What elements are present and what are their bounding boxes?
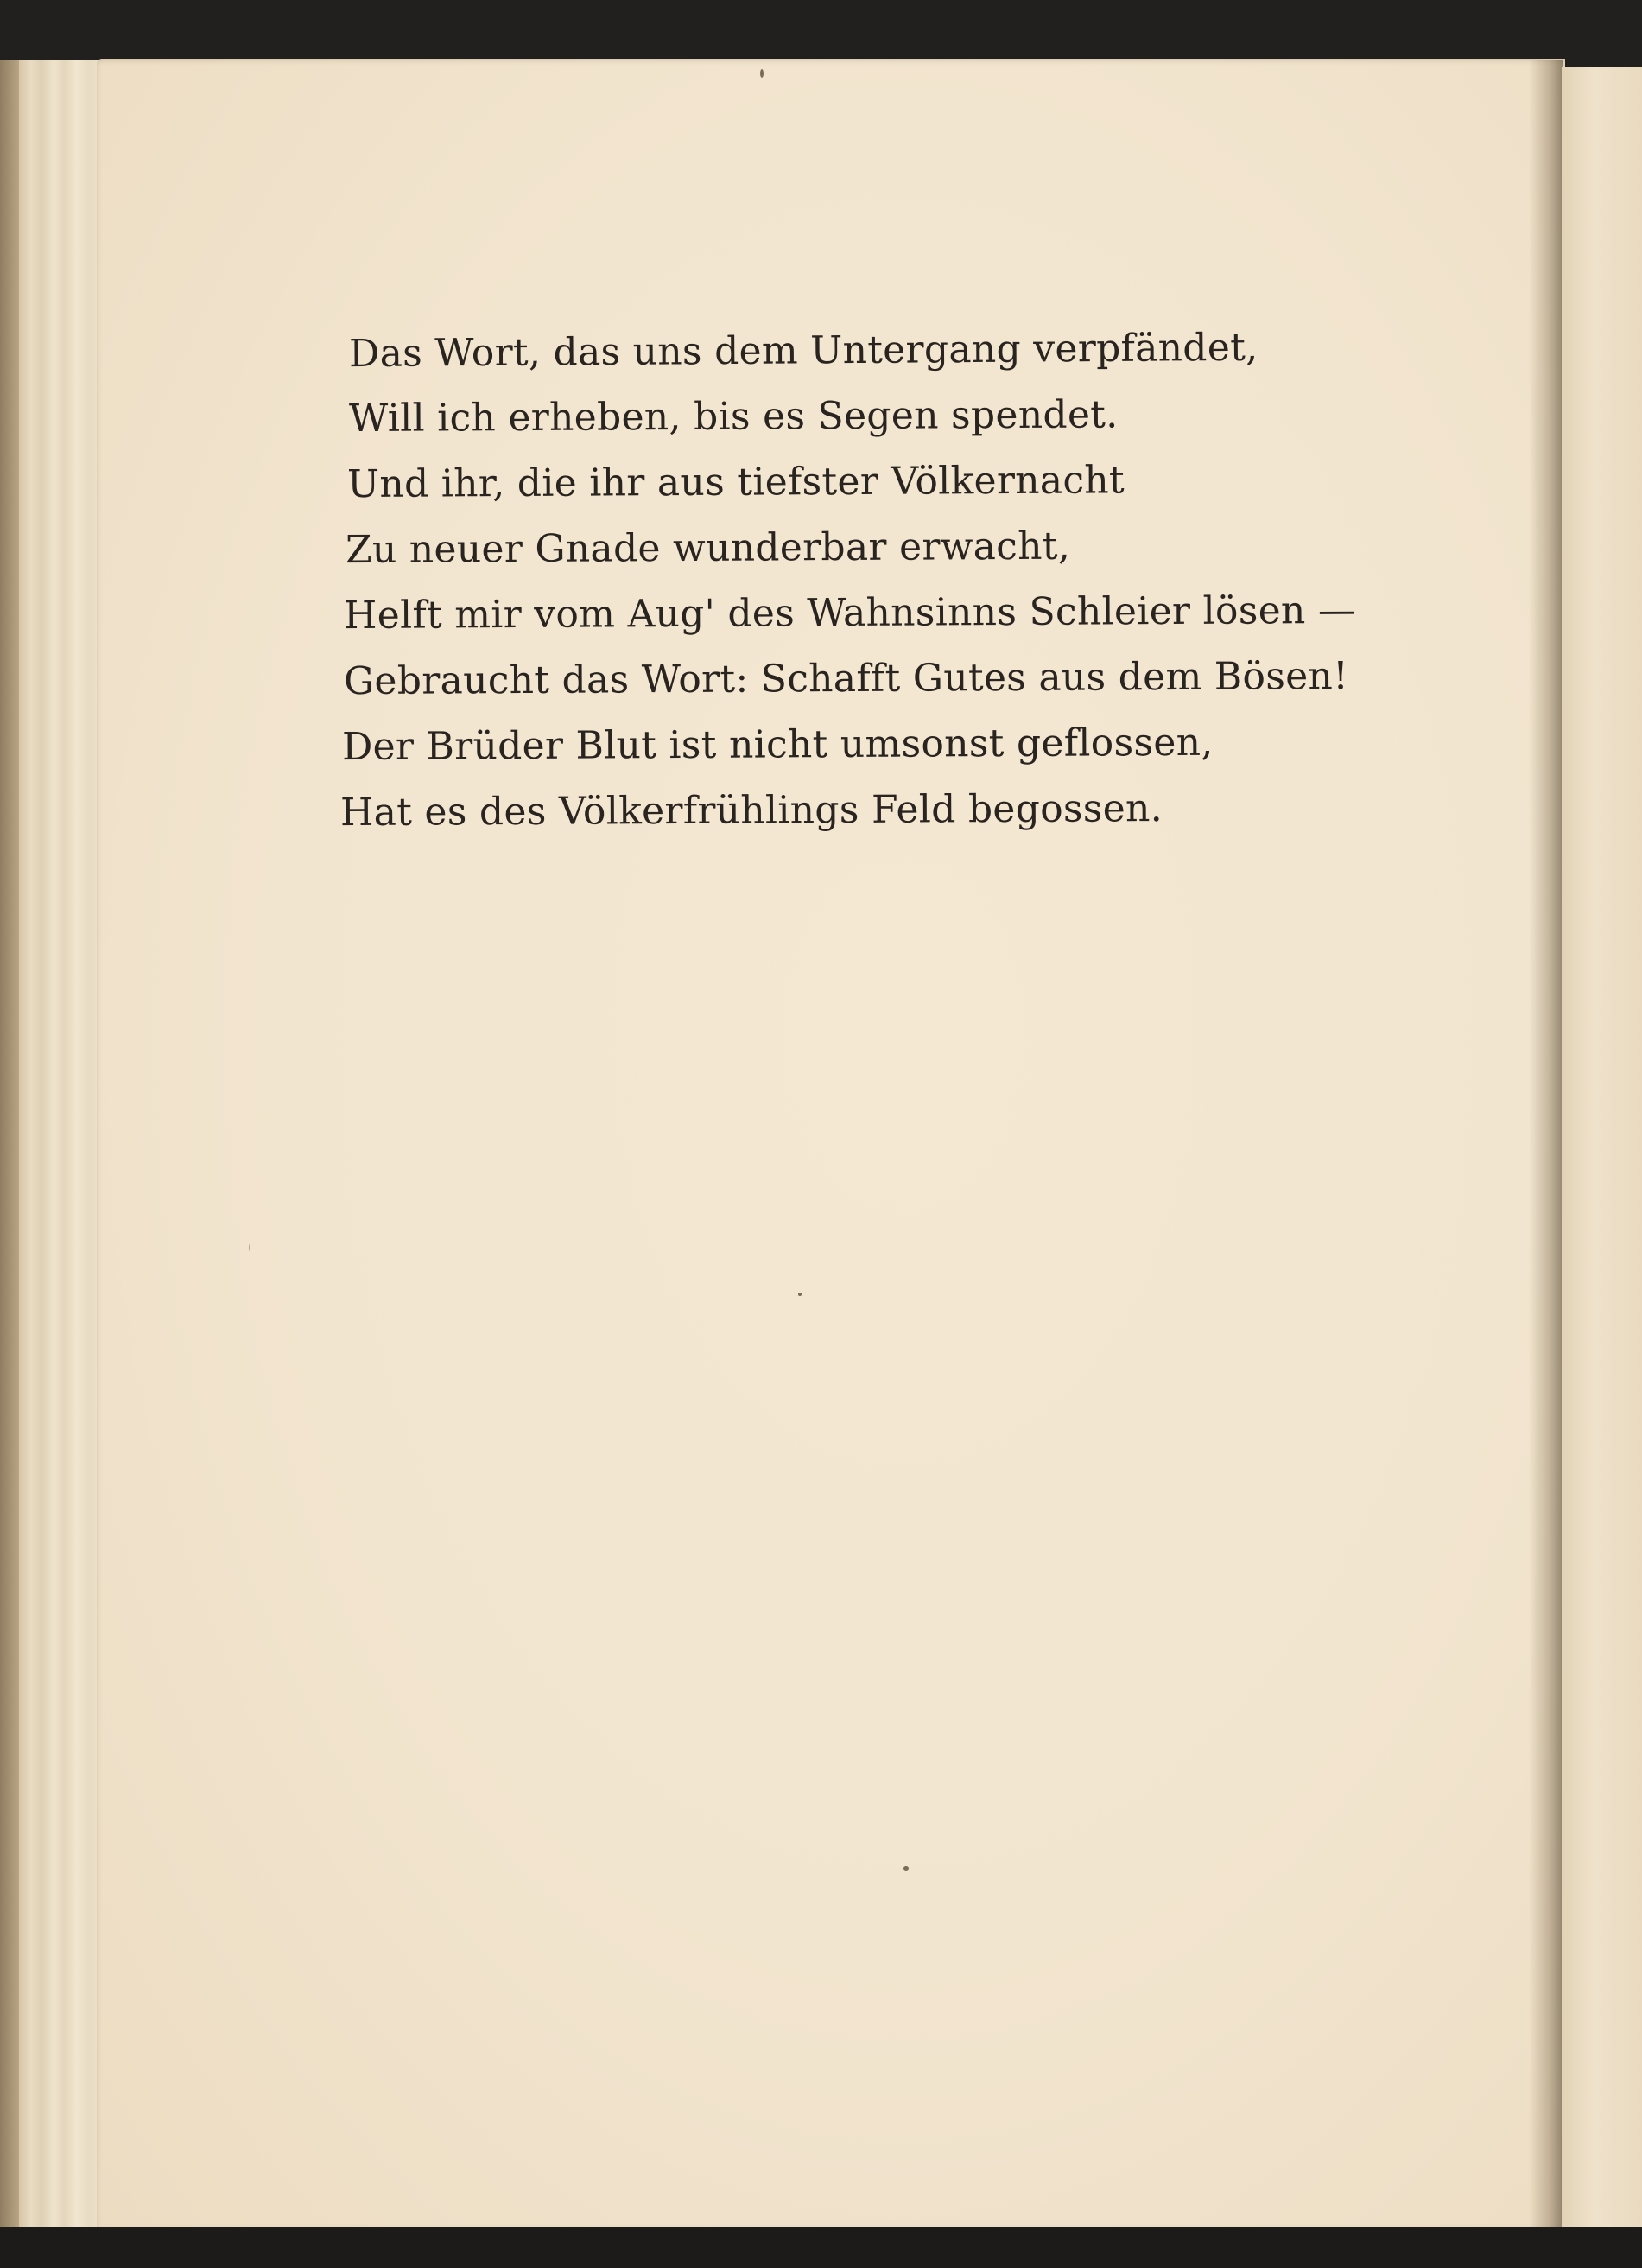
stacked-page-edges (0, 60, 104, 2238)
paper-speck (798, 1293, 802, 1296)
scan-background-bottom (0, 2227, 1642, 2268)
poem-stanza (339, 318, 1357, 843)
poem-line: Zu neuer Gnade wunderbar erwacht, (345, 524, 1071, 573)
poem-line: Und ihr, die ihr aus tiefster Völkernacht (346, 458, 1125, 507)
paper-speck (249, 1244, 250, 1251)
paper-speck (760, 69, 764, 78)
facing-page-edge (1562, 67, 1642, 2227)
poem-line: Das Wort, das uns dem Untergang verpfändet, (348, 325, 1258, 377)
paper-speck (903, 1866, 909, 1871)
poem-line: Hat es des Völkerfrühlings Feld begossen. (339, 786, 1163, 835)
poem-line: Will ich erheben, bis es Segen spendet. (348, 392, 1119, 442)
poem-line: Der Brüder Blut ist nicht umsonst geflossen, (341, 720, 1214, 770)
poem-line: Helft mir vom Aug' des Wahnsinns Schleier lösen — (343, 588, 1357, 638)
poem-line: Gebraucht das Wort: Schafft Gutes aus dem Bösen! (343, 653, 1349, 704)
page-gutter-shadow (1529, 60, 1563, 2229)
